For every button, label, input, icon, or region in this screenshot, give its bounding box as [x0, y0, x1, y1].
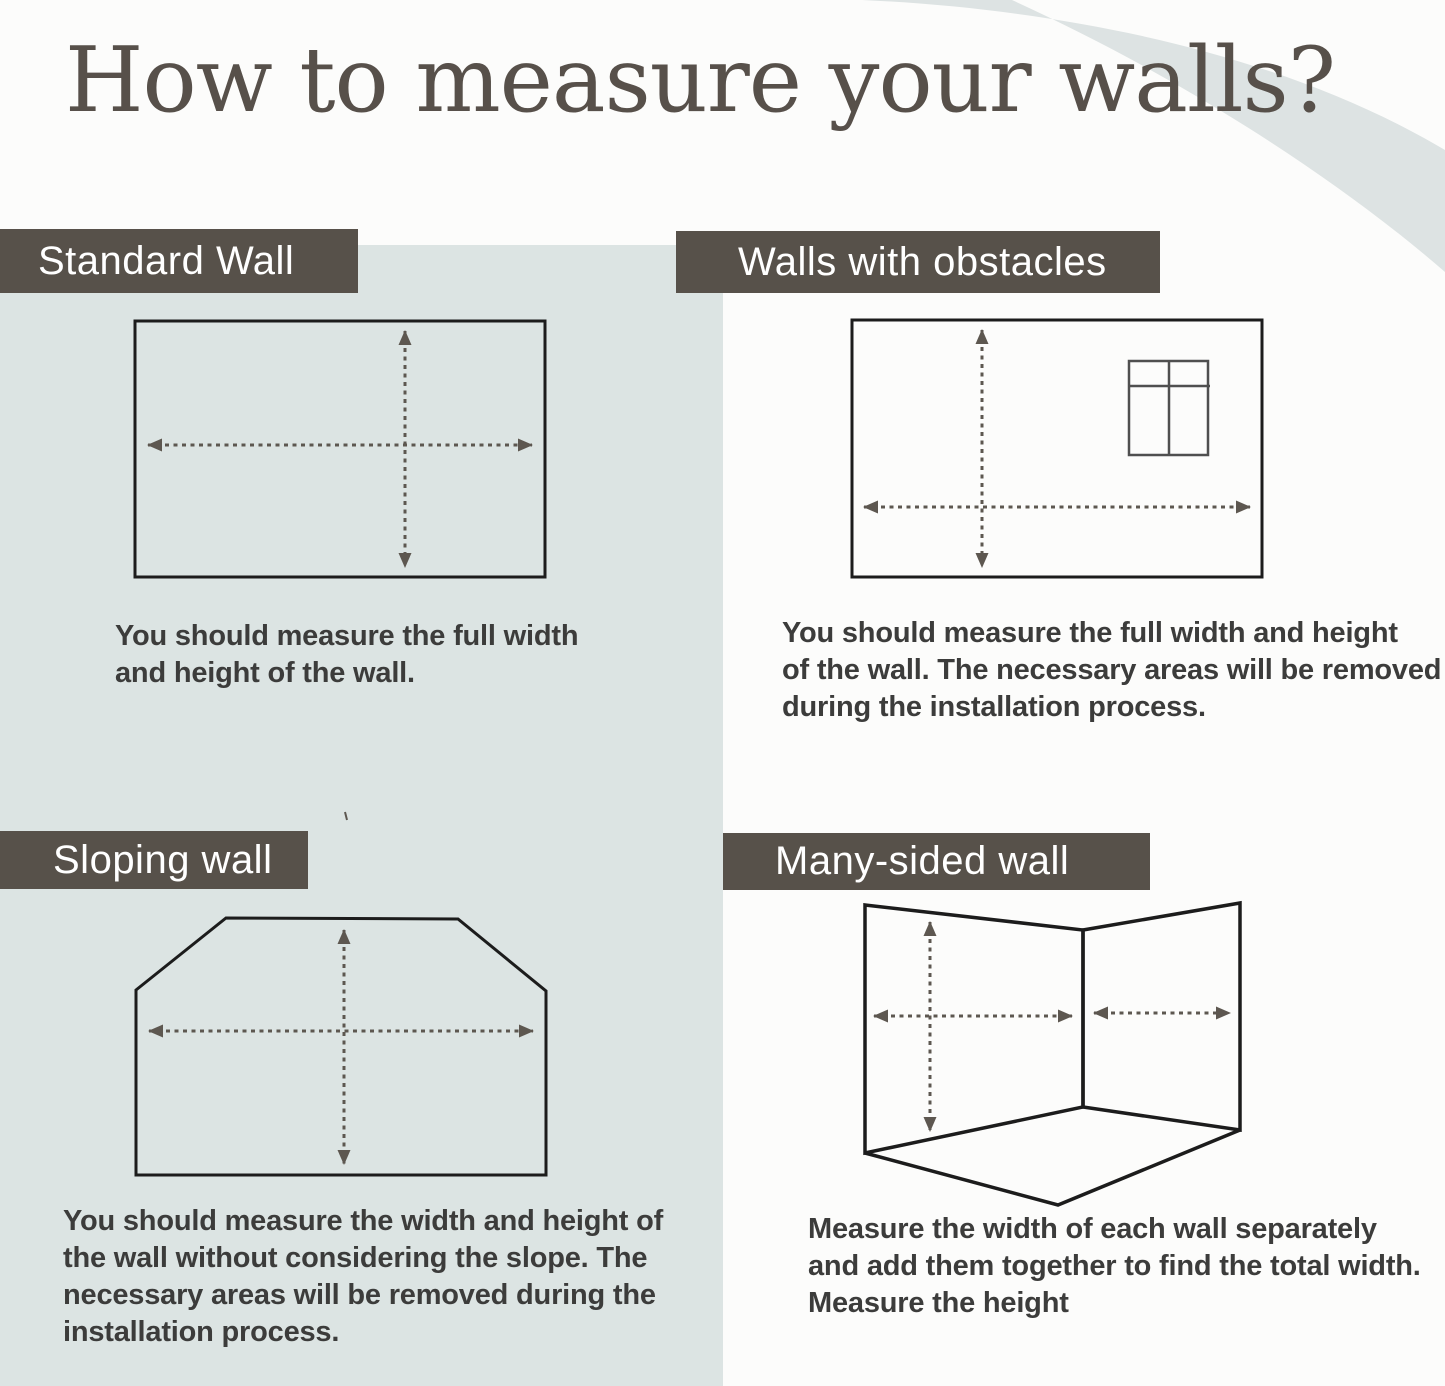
section-header-label: Walls with obstacles	[738, 239, 1107, 284]
description-line: You should measure the width and height of	[63, 1205, 664, 1237]
description-line: and height of the wall.	[115, 657, 415, 689]
description-sloping-wall	[63, 1203, 663, 1351]
right-wall-outline	[1083, 903, 1240, 1130]
description-line: You should measure the full width and height	[782, 617, 1398, 649]
description-standard-wall	[115, 618, 578, 692]
standard-wall-diagram	[135, 321, 545, 577]
description-line: and add them together to find the total width.	[808, 1250, 1421, 1282]
description-line: Measure the height	[808, 1287, 1069, 1319]
wall-outline	[136, 918, 546, 1175]
description-line: during the installation process.	[782, 691, 1206, 723]
description-many-sided-wall	[808, 1211, 1421, 1322]
section-header-label: Sloping wall	[53, 837, 273, 882]
section-header-walls-with-obstacles	[676, 231, 1160, 293]
page-title: How to measure your walls?	[65, 28, 1335, 133]
description-line: installation process.	[63, 1316, 340, 1348]
description-line: Measure the width of each wall separately	[808, 1213, 1377, 1245]
description-line: the wall without considering the slope. The	[63, 1242, 648, 1274]
section-header-many-sided-wall	[723, 833, 1150, 890]
section-header-sloping-wall	[0, 831, 308, 889]
description-line: necessary areas will be removed during the	[63, 1279, 656, 1311]
section-header-label: Many-sided wall	[775, 839, 1070, 883]
many-sided-wall-diagram	[865, 903, 1240, 1205]
walls-with-obstacles-diagram	[852, 320, 1262, 577]
wall-outline	[852, 320, 1262, 577]
wall-outline	[135, 321, 545, 577]
description-line: You should measure the full width	[115, 620, 579, 652]
window-icon	[1129, 361, 1210, 455]
section-header-standard-wall	[0, 229, 358, 293]
stray-mark	[345, 812, 347, 820]
description-line: of the wall. The necessary areas will be removed	[782, 654, 1442, 686]
section-header-label: Standard Wall	[38, 238, 295, 283]
description-walls-with-obstacles	[782, 615, 1441, 726]
left-wall-outline	[865, 905, 1083, 1153]
